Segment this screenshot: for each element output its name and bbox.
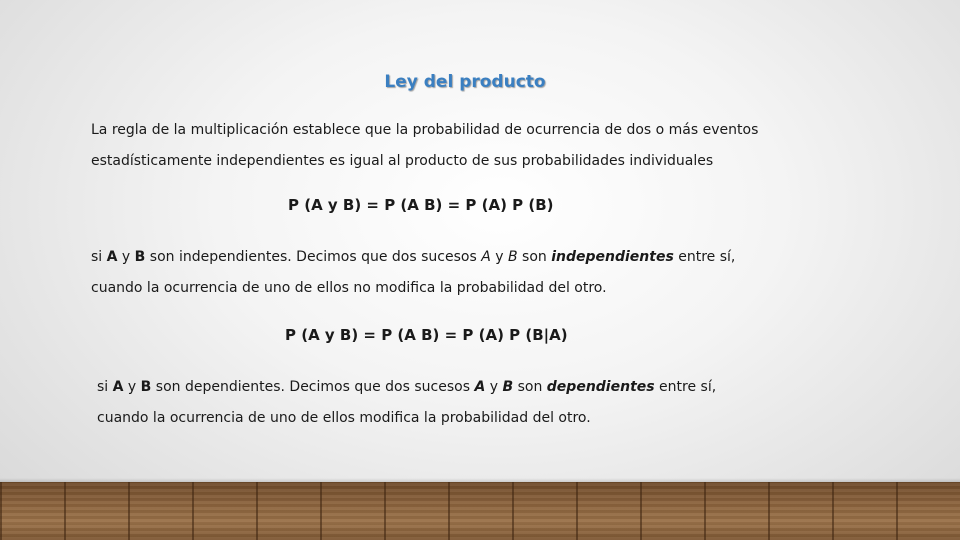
intro-line-2: estadísticamente independientes es igual al producto de sus probabilidades individuales	[91, 153, 714, 169]
independent-keyword: independientes	[551, 249, 674, 265]
intro-paragraph	[91, 115, 758, 177]
intro-line-1: La regla de la multiplicación establece que la probabilidad de ocurrencia de dos o más eventos	[91, 122, 759, 138]
independent-line-1: si A y B son independientes. Decimos que dos sucesos A y B son independientes entre sí,	[91, 249, 736, 265]
dependent-keyword: dependientes	[546, 379, 655, 395]
formula-dependent: P (A y B) = P (A B) = P (A) P (B|A)	[285, 326, 568, 344]
dependent-paragraph	[97, 372, 716, 434]
dependent-line-1: si A y B son dependientes. Decimos que dos sucesos A y B son dependientes entre sí,	[97, 379, 717, 395]
wood-floor-decoration	[0, 482, 960, 540]
independent-paragraph	[91, 242, 735, 304]
slide-title: Ley del producto	[384, 72, 546, 92]
independent-line-2: cuando la ocurrencia de uno de ellos no modifica la probabilidad del otro.	[91, 280, 607, 296]
formula-independent: P (A y B) = P (A B) = P (A) P (B)	[288, 196, 554, 214]
dependent-line-2: cuando la ocurrencia de uno de ellos modifica la probabilidad del otro.	[97, 410, 591, 426]
